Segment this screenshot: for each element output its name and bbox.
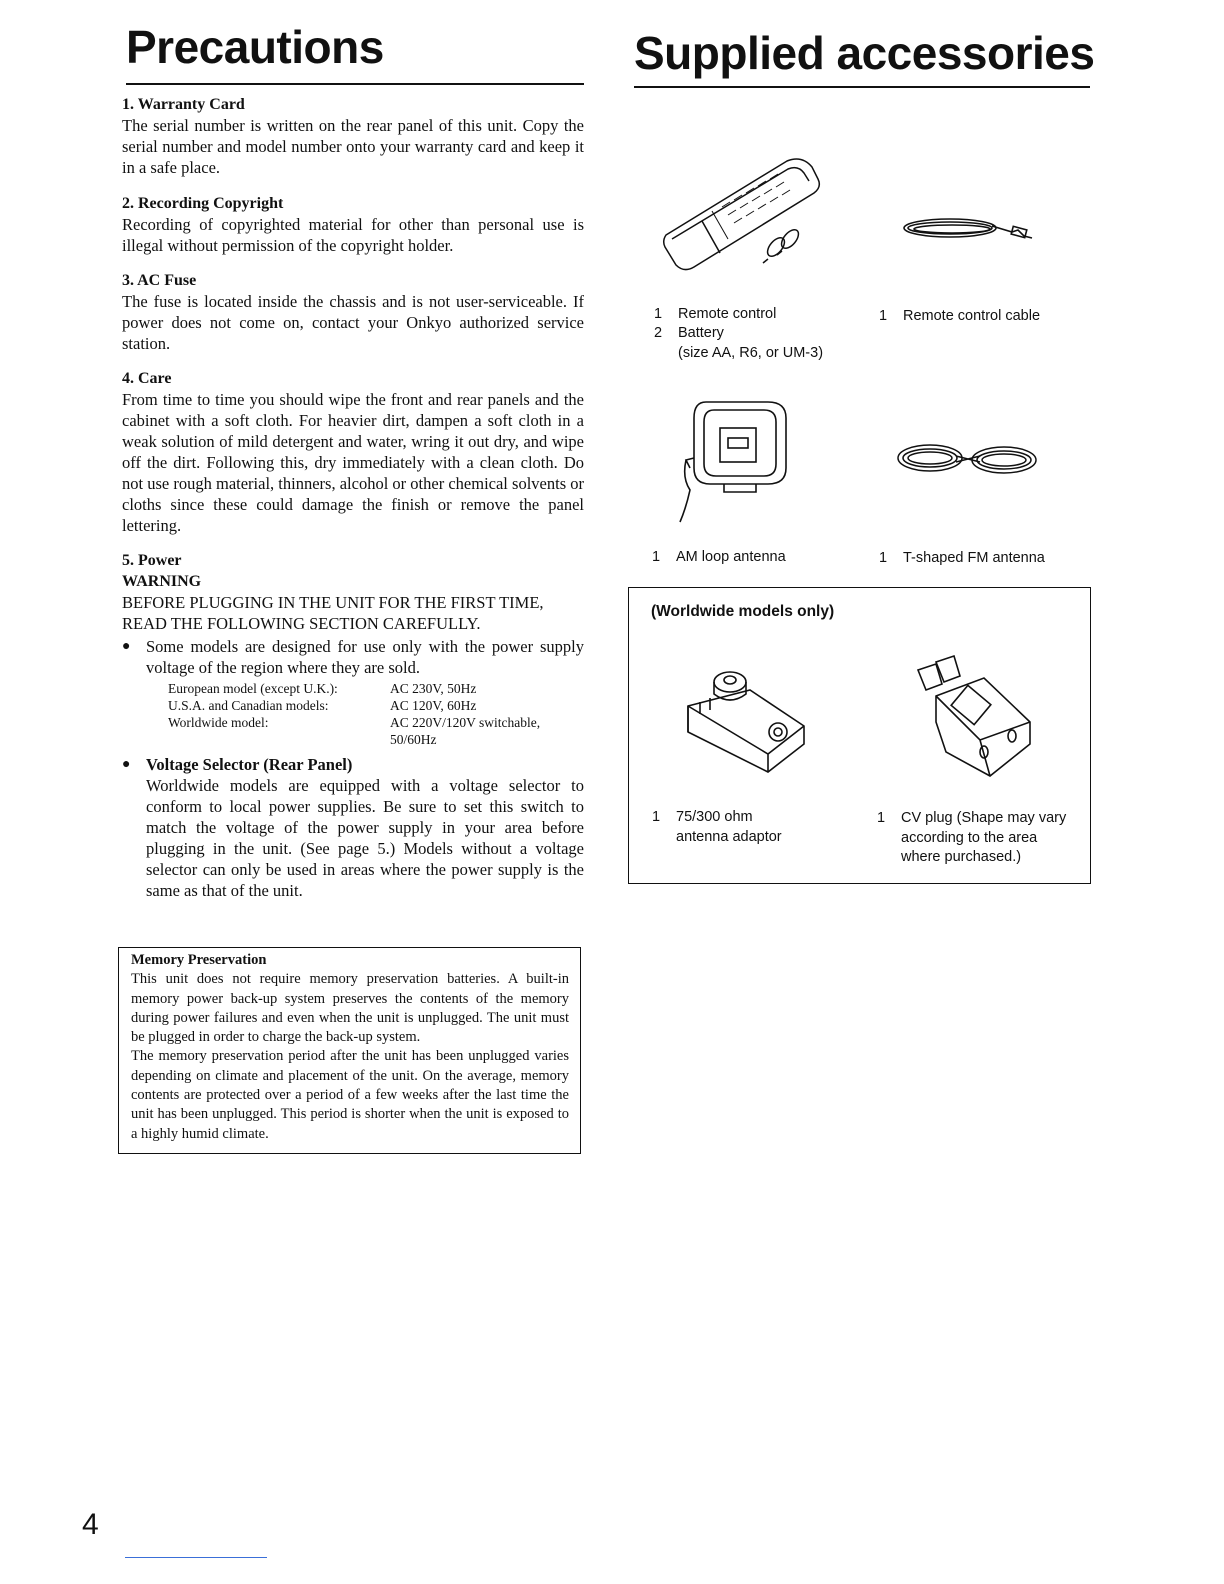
fm-antenna-icon	[896, 440, 1041, 480]
warning-label: WARNING	[122, 573, 202, 590]
section-care	[122, 368, 584, 536]
caption-am-antenna	[652, 548, 786, 568]
caption-qty: 1	[652, 809, 661, 825]
caption-label: where purchased.)	[901, 849, 1022, 865]
bullet-text: Worldwide models are equipped with a voltage selector to conform to local power supplies. Be sure to set this switch to match the voltage of the power supply in your area before plugging in the unit. (See page 5.) Models without a voltage selector can only be used in areas where the power supply is the same as that of the unit.	[146, 776, 584, 900]
caption-qty: 1	[654, 306, 663, 322]
section-text: The serial number is written on the rear panel of this unit. Copy the serial number and model number onto your warranty card and keep it in a safe place.	[122, 116, 584, 177]
caption-remote-control	[654, 305, 776, 325]
memory-title: Memory Preservation	[131, 952, 267, 968]
caption-cv-plug	[877, 809, 1066, 868]
caption-qty: 1	[652, 549, 661, 565]
caption-label: T-shaped FM antenna	[903, 550, 1045, 566]
memory-preservation-box	[118, 947, 581, 1154]
caption-qty: 1	[877, 810, 886, 826]
accessories-rule	[634, 86, 1090, 88]
caption-label: CV plug (Shape may vary	[901, 810, 1067, 826]
page-number: 4	[82, 1508, 99, 1541]
section-power	[122, 550, 584, 634]
voltage-table	[168, 680, 565, 748]
section-title: 4. Care	[122, 370, 172, 387]
section-title: 1. Warranty Card	[122, 96, 245, 113]
voltage-model: Worldwide model:	[168, 715, 269, 730]
section-recording-copyright	[122, 193, 584, 256]
cable-icon	[900, 210, 1040, 250]
section-title: 2. Recording Copyright	[122, 195, 284, 212]
voltage-row	[168, 714, 565, 748]
caption-remote-cable	[879, 307, 1040, 327]
caption-label: Remote control	[678, 306, 777, 322]
caption-label: according to the area	[901, 829, 1038, 846]
antenna-adaptor-icon	[680, 662, 810, 777]
footer-rule	[125, 1557, 267, 1558]
voltage-value: AC 220V/120V switchable, 50/60Hz	[390, 715, 541, 747]
caption-qty: 1	[879, 308, 888, 324]
section-text: Recording of copyrighted material for other than personal use is illegal without permission of the copyright holder.	[122, 215, 584, 255]
caption-label: antenna adaptor	[676, 828, 782, 845]
voltage-row	[168, 680, 565, 697]
section-title: 3. AC Fuse	[122, 272, 197, 289]
bullet-text: Some models are designed for use only with the power supply voltage of the region where they are sold.	[146, 637, 584, 677]
caption-label: Remote control cable	[903, 308, 1041, 324]
section-text: From time to time you should wipe the front and rear panels and the cabinet with a soft cloth. For heavier dirt, dampen a soft cloth in a weak solution of mild detergent and water, wring it out dry, and wipe off the dirt. Following this, dry immediately with a clean cloth. Do not use rough material, thinners, alcohol or other chemical solvents or cloths since these could damage the finish or remove the panel lettering.	[122, 390, 584, 535]
voltage-model: European model (except U.K.):	[168, 681, 338, 696]
voltage-row	[168, 697, 565, 714]
worldwide-heading: (Worldwide models only)	[651, 603, 835, 620]
section-title: 5. Power	[122, 552, 182, 569]
memory-text: The memory preservation period after the unit has been unplugged varies depending on climate and placement of the unit. On the average, memory contents are protected over a period of a few weeks after the last time the unit has been unplugged. This period is shorter when the unit is exposed to a highly humid climate.	[131, 1048, 569, 1142]
memory-text: This unit does not require memory preservation batteries. A built-in memory power back-up system preserves the contents of the memory during power failures and even when the unit is unplugged. The unit must be plugged in order to charge the back-up system.	[131, 971, 569, 1046]
caption-label: 75/300 ohm	[676, 809, 753, 825]
bullet-title: Voltage Selector (Rear Panel)	[146, 755, 353, 774]
caption-antenna-adaptor	[652, 808, 782, 847]
bullet-voltage-selector	[122, 754, 584, 901]
voltage-value: AC 230V, 50Hz	[390, 681, 477, 696]
remote-control-icon	[662, 155, 822, 275]
caption-label: (size AA, R6, or UM-3)	[678, 344, 824, 361]
voltage-value: AC 120V, 60Hz	[390, 698, 477, 713]
caption-label: AM loop antenna	[676, 549, 786, 565]
section-text: The fuse is located inside the chassis and is not user-serviceable. If power does not come on, contact your Onkyo authorized service station.	[122, 292, 584, 353]
bullet-power-supply	[122, 636, 584, 678]
caption-qty: 1	[879, 550, 888, 566]
section-warranty	[122, 94, 584, 178]
caption-battery	[654, 324, 823, 363]
caption-fm-antenna	[879, 549, 1045, 569]
section-ac-fuse	[122, 270, 584, 354]
bullet-dot-icon: ●	[122, 757, 131, 772]
am-loop-antenna-icon	[676, 398, 796, 528]
bullet-dot-icon: ●	[122, 639, 131, 654]
precautions-title: Precautions	[126, 21, 384, 73]
warning-text: BEFORE PLUGGING IN THE UNIT FOR THE FIRST TIME, READ THE FOLLOWING SECTION CAREFULLY.	[122, 593, 544, 633]
accessories-title: Supplied accessories	[634, 27, 1095, 79]
caption-qty: 2	[654, 325, 663, 341]
voltage-model: U.S.A. and Canadian models:	[168, 698, 329, 713]
caption-label: Battery	[678, 325, 724, 341]
cv-plug-icon	[906, 660, 1036, 780]
precautions-rule	[126, 83, 584, 85]
